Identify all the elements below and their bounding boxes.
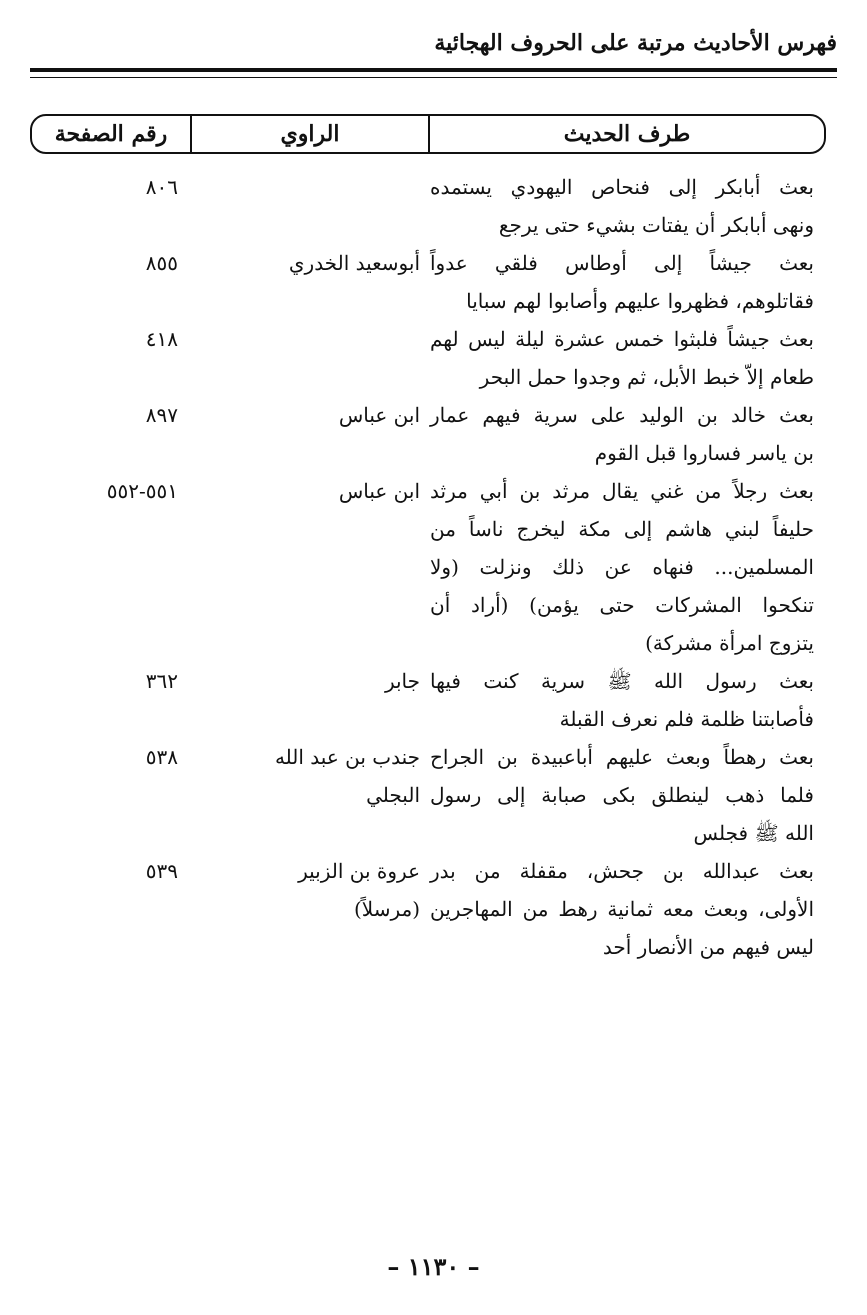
narrator-line: جندب بن عبد الله bbox=[274, 745, 420, 769]
page-ref: ٨٥٥ bbox=[145, 251, 178, 275]
hadith-text bbox=[430, 852, 826, 966]
hadith-text bbox=[430, 320, 826, 396]
hadith-text bbox=[430, 738, 826, 852]
hadith-index-list bbox=[30, 168, 826, 966]
narrator bbox=[192, 396, 430, 472]
narrator-line: البجلي bbox=[366, 783, 420, 807]
hadith-line: بن ياسر فساروا قبل القوم bbox=[594, 441, 814, 465]
hadith-line: فلما ذهب لينطلق بكى صبابة إلى رسول bbox=[430, 783, 814, 807]
hadith-line: فقاتلوهم، فظهروا عليهم وأصابوا لهم سبايا bbox=[466, 289, 814, 313]
hadith-text bbox=[430, 244, 826, 320]
header-rule-thin bbox=[30, 77, 837, 78]
table-row bbox=[30, 738, 826, 852]
page-ref: ٨٠٦ bbox=[145, 175, 178, 199]
table-row bbox=[30, 168, 826, 244]
hadith-line: ونهى أبابكر أن يفتات بشيء حتى يرجع bbox=[498, 213, 814, 237]
hadith-text bbox=[430, 396, 826, 472]
hadith-line: طعام إلاّ خبط الأبل، ثم وجدوا حمل البحر bbox=[479, 365, 814, 389]
hadith-line: تنكحوا المشركات حتى يؤمن) (أراد أن bbox=[430, 593, 814, 617]
table-column-header bbox=[30, 114, 826, 154]
narrator bbox=[192, 738, 430, 852]
hadith-line: ليس فيهم من الأنصار أحد bbox=[602, 935, 814, 959]
table-row bbox=[30, 662, 826, 738]
hadith-line: بعث رهطاً وبعث عليهم أباعبيدة بن الجراح bbox=[430, 745, 814, 769]
narrator bbox=[192, 852, 430, 966]
narrator bbox=[192, 320, 430, 396]
narrator-line: عروة بن الزبير bbox=[298, 859, 420, 883]
hadith-line: الأولى، وبعث معه ثمانية رهط من المهاجرين bbox=[430, 897, 814, 921]
header-title: فهرس الأحاديث مرتبة على الحروف الهجائية bbox=[434, 30, 837, 56]
page-header bbox=[30, 22, 837, 72]
narrator-line: (مرسلاً) bbox=[353, 897, 420, 921]
table-row bbox=[30, 396, 826, 472]
hadith-text bbox=[430, 168, 826, 244]
hadith-text bbox=[430, 472, 826, 662]
table-row bbox=[30, 852, 826, 966]
column-hadith: طرف الحديث bbox=[428, 116, 824, 152]
page-ref: ٨٩٧ bbox=[145, 403, 178, 427]
hadith-line: يتزوج امرأة مشركة) bbox=[645, 631, 814, 655]
narrator-line: ابن عباس bbox=[338, 403, 420, 427]
narrator-line: جابر bbox=[384, 669, 420, 693]
hadith-line: بعث عبدالله بن جحش، مقفلة من بدر bbox=[430, 859, 814, 883]
hadith-line: بعث أبابكر إلى فنحاص اليهودي يستمده bbox=[430, 175, 814, 199]
table-row bbox=[30, 244, 826, 320]
hadith-line: بعث جيشاً فلبثوا خمس عشرة ليلة ليس لهم bbox=[430, 327, 815, 351]
narrator-line: أبوسعيد الخدري bbox=[288, 251, 420, 275]
hadith-line: بعث رجلاً من غني يقال مرثد بن أبي مرثد bbox=[430, 479, 814, 503]
hadith-text bbox=[430, 662, 826, 738]
hadith-line: بعث جيشاً إلى أوطاس فلقي عدواً bbox=[430, 251, 814, 275]
narrator-line: ابن عباس bbox=[338, 479, 420, 503]
column-rawi: الراوي bbox=[190, 116, 428, 152]
hadith-line: بعث خالد بن الوليد على سرية فيهم عمار bbox=[430, 403, 814, 427]
table-row bbox=[30, 320, 826, 396]
page-ref: ٣٦٢ bbox=[145, 669, 178, 693]
header-rule bbox=[30, 68, 837, 72]
page-ref: ٥٣٩ bbox=[145, 859, 178, 883]
hadith-line: بعث رسول الله ﷺ سرية كنت فيها bbox=[430, 669, 814, 693]
hadith-line: المسلمين... فنهاه عن ذلك ونزلت (ولا bbox=[430, 555, 814, 579]
hadith-line: حليفاً لبني هاشم إلى مكة ليخرج ناساً من bbox=[430, 517, 814, 541]
narrator bbox=[192, 662, 430, 738]
narrator bbox=[192, 472, 430, 662]
page-number: – ١١٣٠ – bbox=[387, 1252, 480, 1281]
narrator bbox=[192, 244, 430, 320]
narrator bbox=[192, 168, 430, 244]
page-ref: ٤١٨ bbox=[145, 327, 178, 351]
page-ref: ٥٣٨ bbox=[145, 745, 178, 769]
hadith-line: الله ﷺ فجلس bbox=[693, 821, 814, 845]
column-page: رقم الصفحة bbox=[54, 121, 168, 147]
page-ref: ٥٥١-٥٥٢ bbox=[106, 479, 178, 503]
table-row bbox=[30, 472, 826, 662]
hadith-line: فأصابتنا ظلمة فلم نعرف القبلة bbox=[559, 707, 814, 731]
